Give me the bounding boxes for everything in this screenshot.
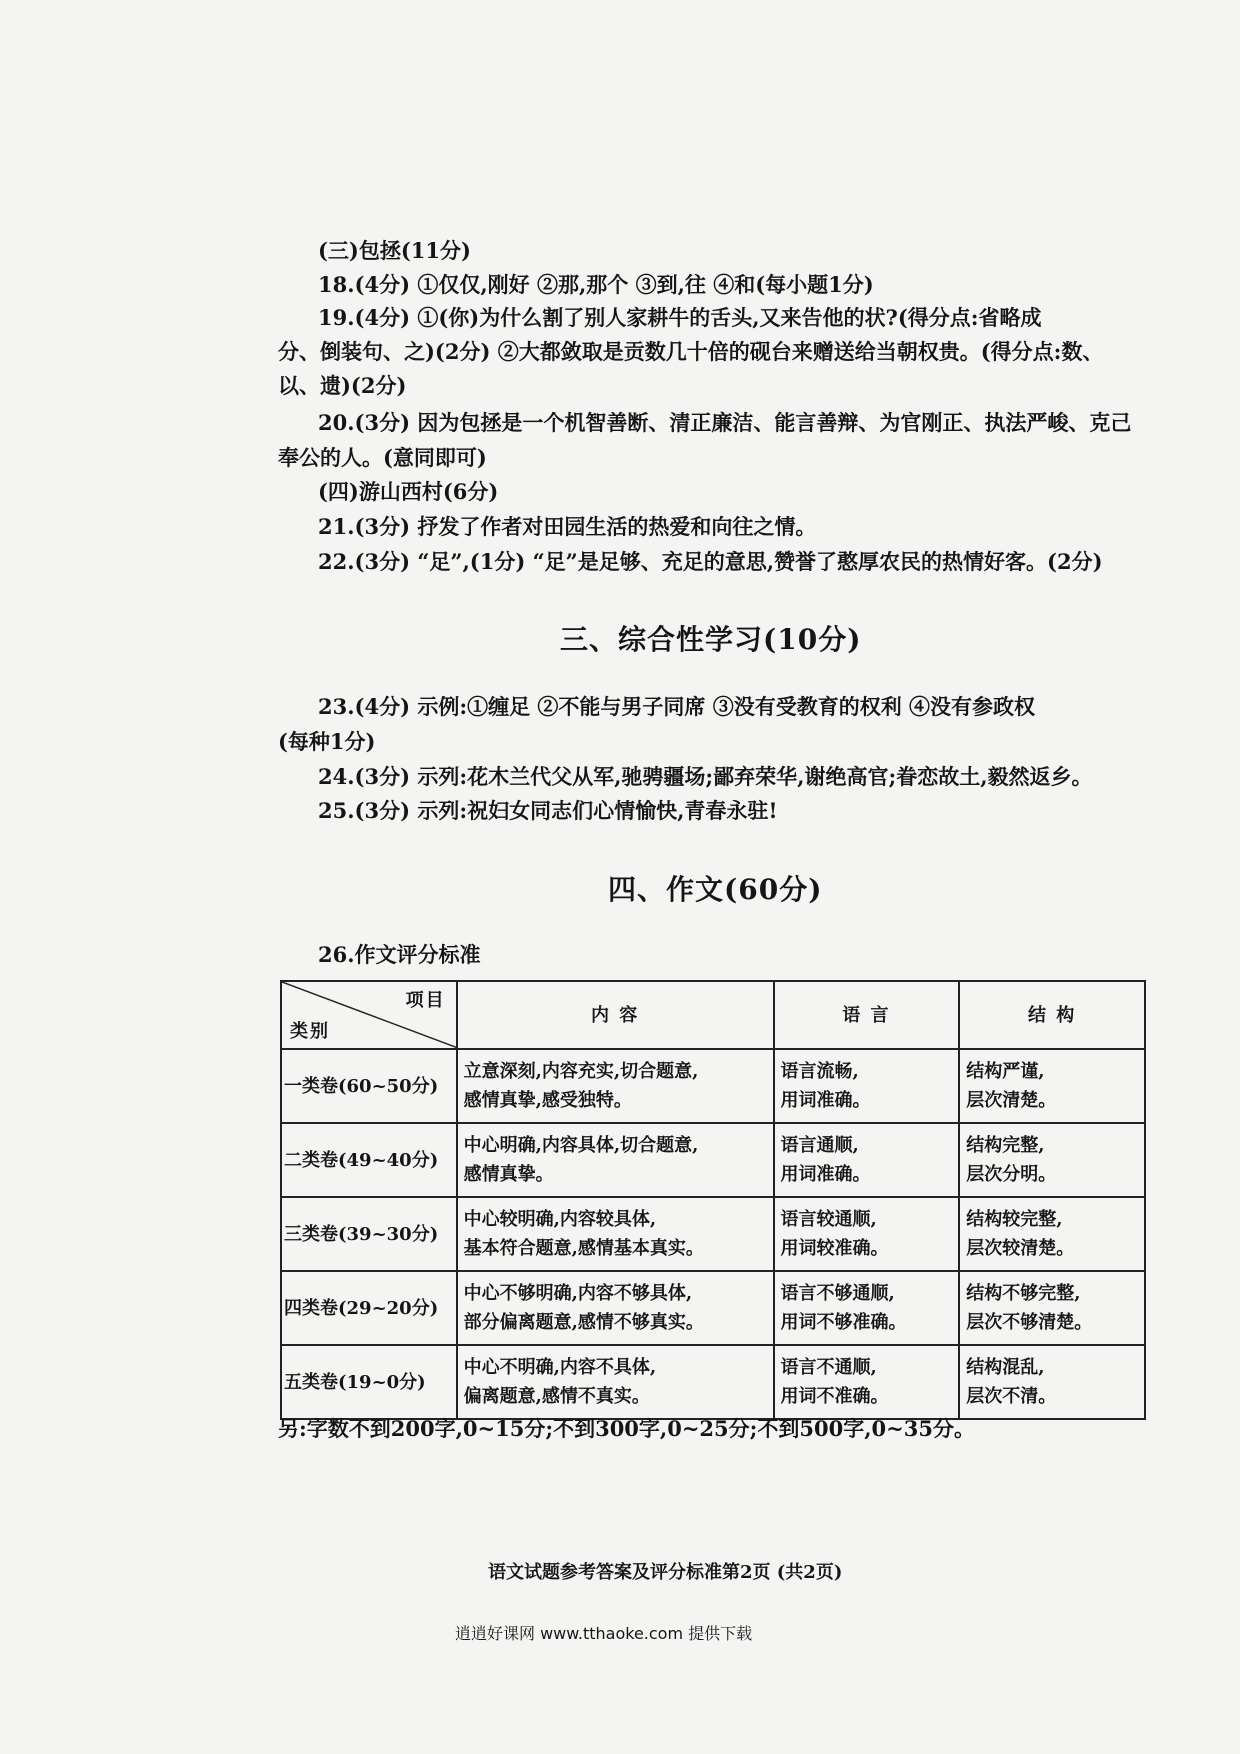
language-line: 语言通顺,: [780, 1135, 859, 1156]
answer-q22: 22.(3分) “足”,(1分) “足”是足够、充足的意思,赞誉了憨厚农民的热情好客。(2分): [318, 549, 1103, 574]
row-structure: [959, 1345, 1145, 1419]
content-line: 偏离题意,感情不真实。: [463, 1386, 650, 1407]
answer-q23-line1: 23.(4分) 示例:①缠足 ②不能与男子同席 ③没有受教育的权利 ④没有参政权: [318, 694, 1036, 719]
structure-line: 层次清楚。: [966, 1090, 1057, 1111]
row-category: 三类卷(39~30分): [281, 1197, 457, 1271]
answer-q18: 18.(4分) ①仅仅,刚好 ②那,那个 ③到,往 ④和(每小题1分): [318, 272, 874, 297]
row-structure: [959, 1049, 1145, 1123]
content-line: 中心明确,内容具体,切合题意,: [463, 1135, 699, 1156]
corner-bottom-label: 类别: [290, 1021, 330, 1042]
row-content: [457, 1345, 774, 1419]
row-structure: [959, 1123, 1145, 1197]
table-caption: 26.作文评分标准: [318, 942, 481, 967]
row-content: [457, 1123, 774, 1197]
answer-q19-line2: 分、倒装句、之)(2分) ②大都敛取是贡数几十倍的砚台来赠送给当朝权贵。(得分点:数、: [278, 339, 1104, 364]
answer-q19-line1: 19.(4分) ①(你)为什么割了别人家耕牛的舌头,又来告他的状?(得分点:省略成: [318, 305, 1042, 330]
structure-line: 层次分明。: [966, 1164, 1057, 1185]
language-line: 语言流畅,: [780, 1061, 859, 1082]
row-language: [774, 1345, 960, 1419]
answer-q23-line2: (每种1分): [278, 729, 376, 754]
part4-heading: 四、作文(60分): [608, 873, 823, 906]
structure-line: 层次较清楚。: [966, 1238, 1075, 1259]
structure-line: 层次不够清楚。: [966, 1312, 1093, 1333]
answer-q21: 21.(3分) 抒发了作者对田园生活的热爱和向往之情。: [318, 514, 817, 539]
content-line: 中心较明确,内容较具体,: [463, 1209, 657, 1230]
row-category: 一类卷(60~50分): [281, 1049, 457, 1123]
corner-top-label: 项目: [405, 990, 446, 1011]
row-structure: [959, 1197, 1145, 1271]
structure-line: 结构不够完整,: [966, 1283, 1081, 1304]
column-header-language: 语 言: [774, 981, 960, 1049]
table-row: [281, 1271, 1145, 1345]
download-credit: 逍逍好课网 www.tthaoke.com 提供下载: [455, 1624, 753, 1643]
row-language: [774, 1123, 960, 1197]
answer-q24: 24.(3分) 示列:花木兰代父从军,驰骋疆场;鄙弃荣华,谢绝高官;眷恋故土,毅然返乡。: [318, 764, 1093, 789]
row-structure: [959, 1271, 1145, 1345]
section-youshanxicun-title: (四)游山西村(6分): [318, 479, 499, 504]
answer-q20-line2: 奉公的人。(意同即可): [278, 445, 487, 470]
content-line: 感情真挚。: [463, 1164, 554, 1185]
language-line: 用词准确。: [780, 1164, 871, 1185]
content-line: 立意深刻,内容充实,切合题意,: [463, 1061, 699, 1082]
answer-q19-line3: 以、遗)(2分): [278, 373, 407, 398]
row-category: 四类卷(29~20分): [281, 1271, 457, 1345]
answer-q25: 25.(3分) 示列:祝妇女同志们心情愉快,青春永驻!: [318, 798, 778, 823]
language-line: 用词不准确。: [780, 1386, 889, 1407]
part3-heading: 三、综合性学习(10分): [560, 623, 862, 656]
language-line: 用词较准确。: [780, 1238, 889, 1259]
structure-line: 层次不清。: [966, 1386, 1057, 1407]
table-row: [281, 1345, 1145, 1419]
language-line: 用词准确。: [780, 1090, 871, 1111]
row-content: [457, 1271, 774, 1345]
table-header-row: [281, 981, 1145, 1049]
language-line: 语言不通顺,: [780, 1357, 877, 1378]
section-baozheng-title: (三)包拯(11分): [318, 238, 471, 263]
grading-table: [280, 980, 1146, 1420]
language-line: 语言较通顺,: [780, 1209, 877, 1230]
content-line: 感情真挚,感受独特。: [463, 1090, 632, 1111]
structure-line: 结构完整,: [966, 1135, 1045, 1156]
table-row: [281, 1049, 1145, 1123]
content-line: 基本符合题意,感情基本真实。: [463, 1238, 704, 1259]
row-content: [457, 1197, 774, 1271]
language-line: 用词不够准确。: [780, 1312, 907, 1333]
content-line: 中心不明确,内容不具体,: [463, 1357, 657, 1378]
content-line: 部分偏离题意,感情不够真实。: [463, 1312, 704, 1333]
row-language: [774, 1271, 960, 1345]
structure-line: 结构混乱,: [966, 1357, 1045, 1378]
structure-line: 结构严谨,: [966, 1061, 1045, 1082]
word-count-note: 另:字数不到200字,0~15分;不到300字,0~25分;不到500字,0~35分。: [278, 1416, 975, 1441]
page-footer: 语文试题参考答案及评分标准第2页 (共2页): [488, 1562, 843, 1583]
column-header-content: 内 容: [457, 981, 774, 1049]
language-line: 语言不够通顺,: [780, 1283, 895, 1304]
table-row: [281, 1197, 1145, 1271]
column-header-structure: 结 构: [959, 981, 1145, 1049]
answer-q20-line1: 20.(3分) 因为包拯是一个机智善断、清正廉洁、能言善辩、为官刚正、执法严峻、克己: [318, 410, 1132, 435]
content-line: 中心不够明确,内容不够具体,: [463, 1283, 693, 1304]
row-content: [457, 1049, 774, 1123]
row-category: 二类卷(49~40分): [281, 1123, 457, 1197]
table-row: [281, 1123, 1145, 1197]
row-language: [774, 1197, 960, 1271]
structure-line: 结构较完整,: [966, 1209, 1063, 1230]
corner-header-cell: [281, 981, 457, 1049]
row-language: [774, 1049, 960, 1123]
row-category: 五类卷(19~0分): [281, 1345, 457, 1419]
